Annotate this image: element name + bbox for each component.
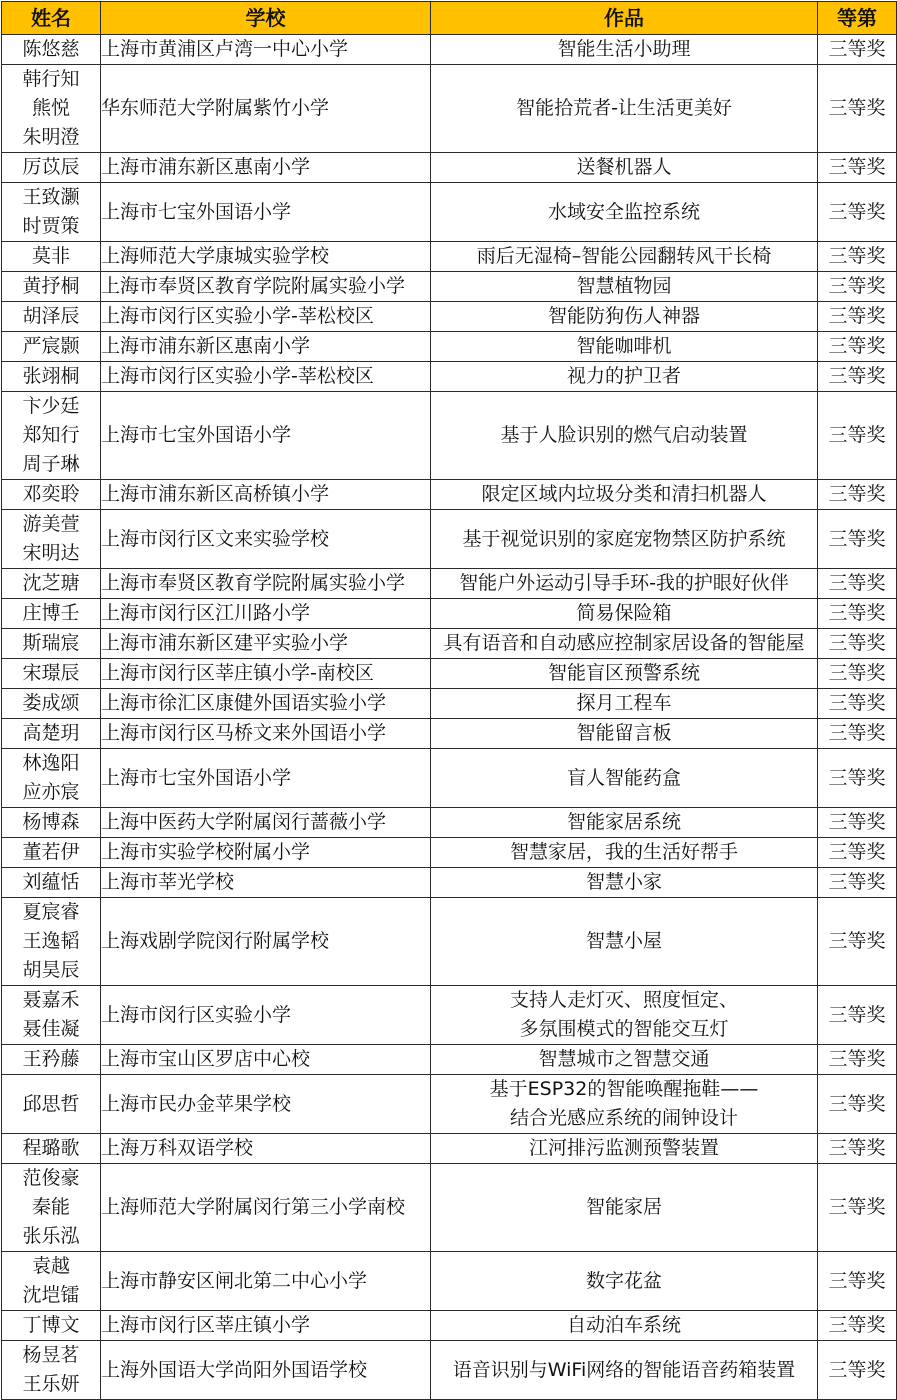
cell-award-level: 三等奖: [818, 868, 897, 898]
cell-student-names: [2, 480, 101, 510]
work-title: 语音识别与WiFi网络的智能语音药箱装置: [452, 1358, 796, 1381]
cell-student-names: [2, 1252, 101, 1311]
cell-student-names: [2, 1164, 101, 1252]
work-title: 智能家居: [585, 1196, 662, 1218]
table-row: [2, 480, 897, 510]
cell-award-level: 三等奖: [818, 599, 897, 629]
cell-student-names: [2, 392, 101, 480]
work-title: 具有语音和自动感应控制家居设备的智能屋: [443, 632, 805, 654]
table-row: [2, 838, 897, 868]
cell-work: [431, 629, 818, 659]
student-name: 宋璟辰: [22, 662, 80, 684]
cell-award-level: 三等奖: [818, 1164, 897, 1252]
cell-school: 上海市民办金苹果学校: [101, 1075, 431, 1134]
cell-work: [431, 986, 818, 1045]
student-name: 秦能: [31, 1196, 70, 1218]
cell-student-names: [2, 1075, 101, 1134]
student-name: 胡泽辰: [22, 305, 80, 327]
table-row: [2, 599, 897, 629]
cell-school: 上海市奉贤区教育学院附属实验小学: [101, 569, 431, 599]
work-title: 智能防狗伤人神器: [547, 305, 700, 327]
cell-work: [431, 1134, 818, 1164]
cell-school: 上海市莘光学校: [101, 868, 431, 898]
cell-award-level: 三等奖: [818, 272, 897, 302]
cell-student-names: [2, 1134, 101, 1164]
cell-student-names: [2, 362, 101, 392]
work-title: 智慧家居，我的生活好帮手: [509, 841, 738, 863]
cell-award-level: 三等奖: [818, 838, 897, 868]
student-name: 庄博壬: [22, 602, 80, 624]
student-name: 莫非: [31, 245, 70, 267]
student-name: 郑知行: [22, 424, 80, 446]
cell-award-level: 三等奖: [818, 629, 897, 659]
student-name: 邱思哲: [22, 1092, 80, 1115]
cell-school: 上海中医药大学附属闵行蔷薇小学: [101, 808, 431, 838]
table-row: [2, 1311, 897, 1341]
table-row: [2, 362, 897, 392]
cell-award-level: 三等奖: [818, 1252, 897, 1311]
cell-student-names: [2, 332, 101, 362]
work-title: 智能家居系统: [566, 811, 681, 833]
cell-student-names: [2, 808, 101, 838]
table-row: [2, 659, 897, 689]
cell-school: 上海师范大学康城实验学校: [101, 242, 431, 272]
cell-award-level: 三等奖: [818, 659, 897, 689]
cell-work: [431, 1311, 818, 1341]
student-name: 程璐歌: [22, 1137, 80, 1159]
table-row: [2, 65, 897, 153]
cell-award-level: 三等奖: [818, 480, 897, 510]
student-name: 邓奕聆: [22, 483, 80, 505]
cell-school: 上海市实验学校附属小学: [101, 838, 431, 868]
table-row: [2, 1252, 897, 1311]
student-name: 高楚玥: [22, 722, 80, 744]
student-name: 聂嘉禾: [22, 989, 80, 1011]
student-name: 林逸阳: [22, 752, 80, 774]
cell-school: 上海戏剧学院闵行附属学校: [101, 898, 431, 986]
work-title: 基于人脸识别的燃气启动装置: [500, 424, 748, 446]
cell-school: 上海市浦东新区建平实验小学: [101, 629, 431, 659]
cell-work: [431, 153, 818, 183]
student-name: 王致灏: [22, 186, 80, 208]
work-title: 智慧植物园: [576, 275, 672, 297]
work-title: 探月工程车: [576, 692, 672, 714]
table-row: [2, 689, 897, 719]
cell-award-level: 三等奖: [818, 749, 897, 808]
work-title: 智能咖啡机: [576, 335, 672, 357]
student-name: 游美萱: [22, 513, 80, 535]
cell-student-names: [2, 510, 101, 569]
work-title: 智能生活小助理: [557, 38, 691, 60]
student-name: 时贾策: [22, 215, 80, 237]
student-name: 王逸韬: [22, 930, 80, 952]
cell-award-level: 三等奖: [818, 808, 897, 838]
cell-award-level: 三等奖: [818, 65, 897, 153]
cell-student-names: [2, 302, 101, 332]
cell-student-names: [2, 35, 101, 65]
cell-award-level: 三等奖: [818, 719, 897, 749]
student-name: 杨昱茗: [22, 1344, 80, 1366]
student-name: 厉苡辰: [22, 156, 80, 178]
cell-award-level: 三等奖: [818, 183, 897, 242]
student-name: 沈垲镭: [22, 1284, 80, 1306]
cell-student-names: [2, 629, 101, 659]
table-body: [2, 35, 897, 1400]
cell-school: 上海市闵行区实验小学-莘松校区: [101, 302, 431, 332]
student-name: 董若伊: [22, 841, 80, 863]
cell-school: 上海市宝山区罗店中心校: [101, 1045, 431, 1075]
table-row: [2, 868, 897, 898]
student-name: 夏宸睿: [22, 901, 80, 923]
work-title: 数字花盆: [585, 1269, 662, 1292]
student-name: 韩行知: [22, 68, 80, 90]
cell-work: [431, 362, 818, 392]
student-name: 袁越: [31, 1255, 70, 1277]
table-row: [2, 510, 897, 569]
cell-school: 上海市浦东新区惠南小学: [101, 332, 431, 362]
cell-school: 上海师范大学附属闵行第三小学南校: [101, 1164, 431, 1252]
cell-student-names: [2, 689, 101, 719]
cell-school: 上海市闵行区实验小学-莘松校区: [101, 362, 431, 392]
table-row: [2, 719, 897, 749]
cell-student-names: [2, 749, 101, 808]
cell-school: 上海市闵行区江川路小学: [101, 599, 431, 629]
student-name: 杨博森: [22, 811, 80, 833]
student-name: 黄抒桐: [22, 275, 80, 297]
cell-student-names: [2, 659, 101, 689]
student-name: 周子琳: [22, 453, 80, 475]
student-name: 王矜藤: [22, 1048, 80, 1070]
work-title: 送餐机器人: [576, 156, 672, 178]
student-name: 卞少廷: [22, 395, 80, 417]
cell-work: [431, 392, 818, 480]
cell-school: 上海市黄浦区卢湾一中心小学: [101, 35, 431, 65]
cell-student-names: [2, 898, 101, 986]
cell-work: [431, 1075, 818, 1134]
header-level: 等第: [818, 2, 897, 35]
cell-work: [431, 689, 818, 719]
cell-student-names: [2, 1341, 101, 1400]
cell-award-level: 三等奖: [818, 1311, 897, 1341]
header-work: 作品: [431, 2, 818, 35]
work-title: 多氛围模式的智能交互灯: [519, 1018, 729, 1040]
student-name: 斯瑞宸: [22, 632, 80, 654]
cell-work: [431, 35, 818, 65]
table-row: [2, 302, 897, 332]
table-row: [2, 183, 897, 242]
table-row: [2, 392, 897, 480]
cell-school: 上海市闵行区莘庄镇小学: [101, 1311, 431, 1341]
header-row: [2, 2, 897, 35]
cell-student-names: [2, 1311, 101, 1341]
student-name: 张翊桐: [22, 365, 80, 387]
table-row: [2, 898, 897, 986]
cell-award-level: 三等奖: [818, 1341, 897, 1400]
work-title: 智慧城市之智慧交通: [538, 1048, 710, 1070]
work-title: 智能户外运动引导手环-我的护眼好伙伴: [459, 572, 789, 594]
cell-school: 上海市浦东新区高桥镇小学: [101, 480, 431, 510]
table-row: [2, 1164, 897, 1252]
cell-work: [431, 749, 818, 808]
work-title: 支持人走灯灭、照度恒定、: [509, 989, 738, 1011]
header-school: 学校: [101, 2, 431, 35]
cell-work: [431, 480, 818, 510]
work-title: 基于视觉识别的家庭宠物禁区防护系统: [462, 527, 786, 550]
cell-work: [431, 65, 818, 153]
cell-work: [431, 183, 818, 242]
cell-student-names: [2, 986, 101, 1045]
student-name: 娄成颂: [22, 692, 80, 714]
cell-work: [431, 868, 818, 898]
table-row: [2, 242, 897, 272]
cell-award-level: 三等奖: [818, 689, 897, 719]
work-title: 基于ESP32的智能唤醒拖鞋——: [489, 1078, 759, 1100]
table-row: [2, 808, 897, 838]
cell-award-level: 三等奖: [818, 392, 897, 480]
cell-work: [431, 332, 818, 362]
cell-work: [431, 1164, 818, 1252]
cell-school: 上海市七宝外国语小学: [101, 392, 431, 480]
header-name: 姓名: [2, 2, 101, 35]
work-title: 水域安全监控系统: [547, 200, 700, 223]
table-row: [2, 272, 897, 302]
student-name: 朱明澄: [22, 126, 80, 148]
cell-school: 上海市徐汇区康健外国语实验小学: [101, 689, 431, 719]
cell-student-names: [2, 272, 101, 302]
cell-work: [431, 599, 818, 629]
cell-student-names: [2, 599, 101, 629]
cell-award-level: 三等奖: [818, 1045, 897, 1075]
cell-student-names: [2, 868, 101, 898]
cell-work: [431, 808, 818, 838]
table-row: [2, 1341, 897, 1400]
table-row: [2, 332, 897, 362]
cell-award-level: 三等奖: [818, 332, 897, 362]
cell-award-level: 三等奖: [818, 362, 897, 392]
table-row: [2, 986, 897, 1045]
cell-student-names: [2, 719, 101, 749]
work-title: 智能留言板: [576, 722, 672, 744]
table-row: [2, 749, 897, 808]
work-title: 智慧小家: [585, 871, 662, 893]
table-row: [2, 153, 897, 183]
cell-award-level: 三等奖: [818, 898, 897, 986]
cell-student-names: [2, 242, 101, 272]
table-row: [2, 1045, 897, 1075]
cell-work: [431, 659, 818, 689]
cell-student-names: [2, 65, 101, 153]
cell-work: [431, 1045, 818, 1075]
student-name: 范俊豪: [22, 1167, 80, 1189]
cell-award-level: 三等奖: [818, 35, 897, 65]
work-title: 雨后无湿椅–智能公园翻转风干长椅: [476, 245, 772, 267]
work-title: 智能盲区预警系统: [547, 662, 700, 684]
cell-award-level: 三等奖: [818, 1134, 897, 1164]
student-name: 王乐妍: [22, 1373, 80, 1395]
student-name: 沈芝瑭: [22, 572, 80, 594]
cell-school: 华东师范大学附属紫竹小学: [101, 65, 431, 153]
work-title: 江河排污监测预警装置: [528, 1137, 719, 1159]
cell-student-names: [2, 838, 101, 868]
cell-work: [431, 569, 818, 599]
student-name: 张乐泓: [22, 1225, 80, 1247]
cell-award-level: 三等奖: [818, 242, 897, 272]
cell-school: 上海市闵行区实验小学: [101, 986, 431, 1045]
cell-student-names: [2, 1045, 101, 1075]
cell-school: 上海市七宝外国语小学: [101, 183, 431, 242]
student-name: 熊悦: [31, 97, 70, 119]
cell-student-names: [2, 569, 101, 599]
student-name: 胡昊辰: [22, 959, 80, 981]
cell-work: [431, 898, 818, 986]
table-row: [2, 629, 897, 659]
work-title: 结合光感应系统的闹钟设计: [509, 1107, 738, 1129]
cell-school: 上海市闵行区文来实验学校: [101, 510, 431, 569]
cell-award-level: 三等奖: [818, 986, 897, 1045]
cell-award-level: 三等奖: [818, 302, 897, 332]
cell-work: [431, 1252, 818, 1311]
work-title: 限定区域内垃圾分类和清扫机器人: [481, 483, 767, 505]
cell-work: [431, 510, 818, 569]
work-title: 智能拾荒者-让生活更美好: [516, 97, 732, 119]
work-title: 盲人智能药盒: [566, 766, 681, 789]
cell-work: [431, 272, 818, 302]
cell-school: 上海外国语大学尚阳外国语学校: [101, 1341, 431, 1400]
student-name: 陈悠慈: [22, 38, 80, 60]
cell-work: [431, 719, 818, 749]
cell-student-names: [2, 153, 101, 183]
work-title: 智慧小屋: [585, 930, 662, 952]
work-title: 简易保险箱: [576, 602, 672, 624]
cell-school: 上海市闵行区莘庄镇小学-南校区: [101, 659, 431, 689]
cell-school: 上海万科双语学校: [101, 1134, 431, 1164]
cell-work: [431, 1341, 818, 1400]
student-name: 丁博文: [22, 1314, 80, 1336]
cell-school: 上海市奉贤区教育学院附属实验小学: [101, 272, 431, 302]
table-row: [2, 1075, 897, 1134]
cell-school: 上海市七宝外国语小学: [101, 749, 431, 808]
cell-work: [431, 838, 818, 868]
awards-table: [1, 1, 897, 1400]
cell-award-level: 三等奖: [818, 510, 897, 569]
cell-student-names: [2, 183, 101, 242]
student-name: 宋明达: [22, 542, 80, 564]
cell-award-level: 三等奖: [818, 153, 897, 183]
table-row: [2, 1134, 897, 1164]
cell-award-level: 三等奖: [818, 1075, 897, 1134]
student-name: 聂佳凝: [22, 1018, 80, 1040]
work-title: 视力的护卫者: [566, 365, 681, 387]
cell-work: [431, 242, 818, 272]
cell-school: 上海市浦东新区惠南小学: [101, 153, 431, 183]
cell-school: 上海市静安区闸北第二中心小学: [101, 1252, 431, 1311]
table-row: [2, 35, 897, 65]
cell-award-level: 三等奖: [818, 569, 897, 599]
student-name: 应亦宸: [22, 781, 80, 803]
student-name: 严宸颢: [22, 335, 80, 357]
cell-school: 上海市闵行区马桥文来外国语小学: [101, 719, 431, 749]
cell-work: [431, 302, 818, 332]
table-row: [2, 569, 897, 599]
work-title: 自动泊车系统: [566, 1314, 681, 1336]
student-name: 刘蕴恬: [22, 871, 80, 893]
